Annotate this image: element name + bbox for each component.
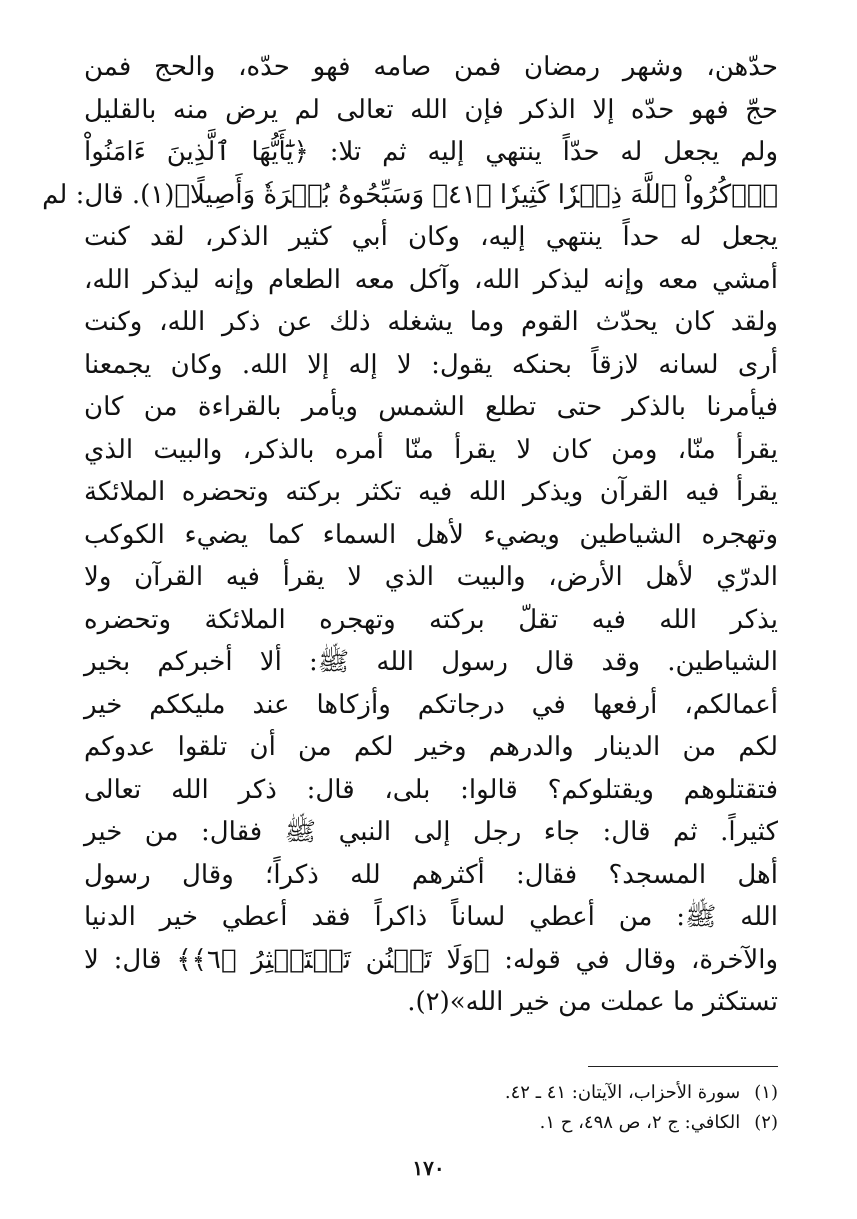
- text-line: وتهجره الشياطين ويضيء لأهل السماء كما يضيء الكوكب: [84, 519, 778, 550]
- footnote-item: [178, 1078, 778, 1108]
- text-line: تستكثر ما عملت من خير الله»(٢).: [407, 987, 778, 1017]
- footnotes: [178, 1078, 778, 1138]
- text-line: ٱذۡكُرُواْ ٱللَّهَ ذِكۡرٗا كَثِيرٗا ﴿٤١﴾ وَسَبِّحُوهُ بُكۡرَةٗ وَأَصِيلًا﴾(١). قال: لم: [42, 179, 778, 210]
- text-line: يقرأ منّا، ومن كان لا يقرأ منّا أمره بالذكر، والبيت الذي: [84, 434, 778, 465]
- text-line: كثيراً. ثم قال: جاء رجل إلى النبي ﷺ فقال: من خير: [84, 817, 778, 847]
- footnote-item: [178, 1108, 778, 1138]
- text-line: ولقد كان يحدّث القوم وما يشغله ذلك عن ذكر الله، وكنت: [84, 307, 778, 337]
- text-line: فتقتلوهم ويقتلوكم؟ قالوا: بلى، قال: ذكر الله تعالى: [84, 774, 778, 805]
- main-text-block: [42, 46, 779, 1024]
- footnote-text: الكافي: ج ٢، ص ٤٩٨، ح ١.: [539, 1112, 741, 1133]
- text-line: والآخرة، وقال في قوله: ﴿وَلَا تَمۡنُن تَسۡتَكۡثِرُ ﴿٦﴾﴾ قال: لا: [84, 944, 779, 975]
- text-line: الشياطين. وقد قال رسول الله ﷺ: ألا أخبركم بخير: [84, 647, 778, 677]
- text-line: يقرأ فيه القرآن ويذكر الله فيه تكثر بركته وتحضره الملائكة: [84, 477, 778, 507]
- text-line: فيأمرنا بالذكر حتى تطلع الشمس ويأمر بالقراءة من كان: [84, 392, 778, 422]
- text-line: أعمالكم، أرفعها في درجاتكم وأزكاها عند مليككم خير: [84, 689, 778, 720]
- page-number: ١٧٠: [412, 1156, 445, 1180]
- footnote-text: سورة الأحزاب، الآيتان: ٤١ ـ ٤٢.: [504, 1082, 741, 1103]
- footnote-divider: [588, 1066, 778, 1067]
- text-line: أهل المسجد؟ فقال: أكثرهم لله ذكراً؛ وقال رسول: [84, 859, 778, 890]
- text-line: أمشي معه وإنه ليذكر الله، وآكل معه الطعام وإنه ليذكر الله،: [84, 264, 778, 295]
- text-line: ولم يجعل له حدّاً ينتهي إليه ثم تلا: ﴿يَٰٓأَيُّهَا ٱلَّذِينَ ءَامَنُواْ: [84, 137, 778, 167]
- text-line: حجّ فهو حدّه إلا الذكر فإن الله تعالى لم يرض منه بالقليل: [84, 94, 778, 125]
- footnote-number: (١): [754, 1082, 778, 1103]
- text-line: يجعل له حداً ينتهي إليه، وكان أبي كثير الذكر، لقد كنت: [84, 222, 778, 252]
- text-line: حدّهن، وشهر رمضان فمن صامه فهو حدّه، والحج فمن: [84, 52, 778, 82]
- footnote-number: (٢): [754, 1112, 778, 1133]
- text-line: الدرّي لأهل الأرض، والبيت الذي لا يقرأ فيه القرآن ولا: [84, 562, 778, 592]
- text-line: لكم من الدينار والدرهم وخير لكم من أن تلقوا عدوكم: [84, 732, 778, 762]
- text-line: يذكر الله فيه تقلّ بركته وتهجره الملائكة وتحضره: [84, 604, 778, 635]
- text-line: الله ﷺ: من أعطي لساناً ذاكراً فقد أعطي خير الدنيا: [84, 902, 778, 932]
- text-line: أرى لسانه لازقاً بحنكه يقول: لا إله إلا الله. وكان يجمعنا: [84, 349, 778, 380]
